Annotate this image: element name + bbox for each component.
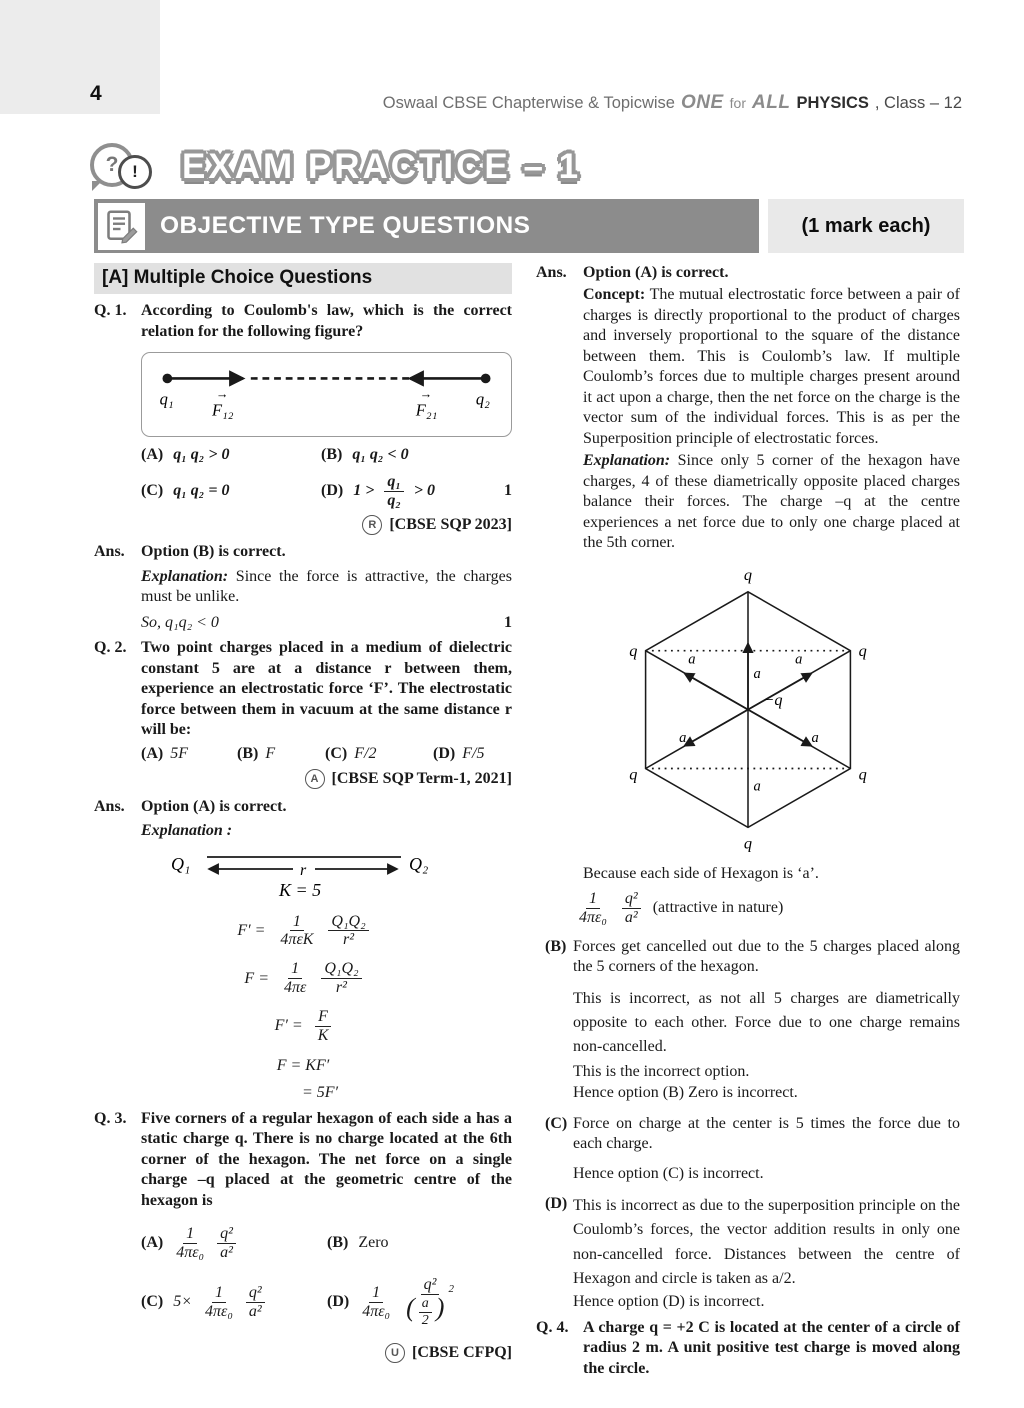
option-b: (B) Zero	[327, 1234, 389, 1252]
marks-badge: (1 mark each)	[768, 199, 964, 253]
question-1-label: Q. 1.	[94, 302, 127, 320]
corner-charge-label: q	[743, 564, 753, 584]
option-c-analysis: (C) Force on charge at the center is 5 times the force due to each charge. Hence option (C) is incorrect.	[545, 1114, 960, 1182]
equation-3: F′ = $\frac{F}{K}$	[94, 1008, 512, 1045]
mark-value: 1	[504, 482, 512, 500]
distance-r-label: r	[300, 861, 307, 879]
question-4-label: Q. 4.	[536, 1318, 569, 1336]
question-bubble-icon: ?	[90, 143, 134, 187]
page-body	[94, 263, 960, 1379]
question-2-options	[141, 744, 512, 764]
equation-5: = 5F′	[301, 1084, 339, 1102]
coulomb-force-figure	[141, 352, 512, 436]
corner-charge-label: q	[858, 640, 867, 660]
side-length-label: a	[795, 650, 803, 667]
corner-charge-label: q	[629, 763, 638, 783]
mark-value: 1	[504, 613, 512, 631]
side-length-label: a	[688, 650, 696, 667]
equation-1: F′ = $\frac{1}{\text{4πεK}}$ $\frac{\text{Q₁Q₂}}{\text{r²}}$	[94, 913, 512, 950]
question-1-text: According to Coulomb's law, which is the correct relation for the following figure?	[141, 302, 512, 340]
document-pencil-icon	[98, 203, 145, 250]
charge-Q2-label: Q₂	[409, 853, 429, 874]
two-charges-figure	[94, 846, 512, 902]
question-1	[94, 301, 512, 342]
question-3-options	[141, 1225, 512, 1328]
side-length-label: a	[753, 665, 761, 682]
option-c: (C) 5× $\frac{1}{\text{4πε₀}}$ $\frac{\text{q²}}{\text{a²}}$	[141, 1284, 327, 1321]
charge-q1-label: q₁	[159, 389, 174, 409]
fraction: $\frac{\text{q²}}{\text{a²}}$	[246, 1284, 265, 1321]
option-d: (D) F/5	[433, 744, 485, 762]
question-2-text: Two point charges placed in a medium of dielectric constant 5 are at a distance r between them, experience an electrostatic force ‘F’. The electrostatic force between them in vacuum at the same distance r will be:	[141, 639, 512, 739]
fraction: $\frac{\text{q²}}{\text{a²}}$	[217, 1225, 236, 1262]
option-a: (A) q₁ q₂ > 0	[141, 445, 230, 463]
hexagon-figure	[536, 560, 960, 861]
answer-1-explanation: Explanation: Since the force is attractive, the charges must be unlike.	[141, 567, 512, 606]
question-1-source	[94, 515, 512, 535]
fraction: $\frac{\text{Q₁Q₂}}{\text{r²}}$	[321, 960, 361, 997]
option-a: (A) 5F	[141, 744, 188, 762]
side-length-label: a	[811, 729, 819, 746]
force-f12-label: F₁₂	[211, 400, 234, 420]
question-4-text: A charge q = +2 C is located at the center of a circle of radius 2 m. A unit positive test charge is moved along the circle.	[583, 1318, 960, 1377]
charge-q2-label: q₂	[475, 389, 490, 409]
vector-arrow-icon: →	[215, 387, 229, 402]
option-d-analysis: (D) This is incorrect as due to the superposition principle on the Coulomb’s forces, the vector addition results in only one non-cancelled force. Distances between the centre of Hexagon and circle is taken as a/2. Hence option (D) is incorrect.	[545, 1195, 960, 1311]
question-3-text: Five corners of a regular hexagon of each side a has a static charge q. There is no charge located at the 6th corner of the hexagon. The net force on a single charge –q placed at the geometric centre of the hexagon is	[141, 1109, 512, 1209]
option-c: (C) F/2	[325, 744, 377, 762]
hexagon-note: Because each side of Hexagon is ‘a’.	[583, 864, 819, 882]
answer-3-concept: Concept: The mutual electrostatic force between a pair of charges is directly proportional to the product of charges and inversely proportional to the square of the distance between them. This is Coulomb’s law. If multiple Coulomb’s forces due to multiple charges present around it act upon a charge, then the net force on the charge is the vector sum of the individual forces. This is as per the Superposition principle of electrostatic forces.	[583, 286, 960, 447]
question-2-label: Q. 2.	[94, 639, 127, 657]
option-b-analysis: (B) Forces get cancelled out due to the 5 charges placed along the 5 corners of the hexagon. This is incorrect, as not all 5 charges are diametrically opposite to each other. Force due to one charge remains non-cancelled. This is the incorrect option. Hence option (B) Zero is incorrect.	[545, 937, 960, 1102]
book-header	[383, 92, 962, 114]
net-force-formula	[576, 890, 960, 927]
book-header-class: , Class – 12	[874, 94, 962, 112]
option-a: (A) $\frac{1}{\text{4πε₀}}$ $\frac{\text{q²}}{\text{a²}}$	[141, 1225, 327, 1262]
left-column	[94, 263, 512, 1379]
question-3-source	[94, 1343, 512, 1363]
fraction: $\frac{1}{4\pi\varepsilon}$	[284, 960, 307, 997]
answer-3: Ans. Option (A) is correct.	[536, 264, 729, 281]
answer-3-explanation: Explanation: Since only 5 corner of the hexagon have charges, 4 of these diametrically opposite placed charges balance their forces. The charge –q at the centre experiences a net force due to only one charge placed at the 5th corner.	[583, 452, 960, 552]
fraction: $\frac{1}{\text{4πε₀}}$	[362, 1283, 391, 1320]
corner-charge-label: q	[629, 640, 638, 660]
center-charge-label: −q	[763, 689, 783, 709]
source-text: [CBSE SQP Term-1, 2021]	[331, 770, 512, 788]
force-f21-label: F₂₁	[415, 400, 438, 420]
answer-1: Ans. Option (B) is correct.	[94, 543, 286, 561]
source-text: [CBSE CFPQ]	[412, 1343, 512, 1361]
book-header-pre: Oswaal CBSE Chapterwise & Topicwise	[382, 94, 675, 112]
book-header-all: ALL	[752, 92, 791, 113]
question-1-options	[141, 445, 512, 510]
book-header-one: ONE	[680, 92, 724, 113]
option-d: (D) 1 > $\frac{\text{q₁}}{\text{q₂}}$ > 0 1	[321, 473, 512, 510]
page-number-block	[0, 0, 160, 114]
question-4	[536, 1318, 960, 1379]
fraction: $\frac{\text{q²}}{\text{a²}}$	[622, 890, 641, 927]
answer-2: Ans. Option (A) is correct.	[94, 797, 287, 815]
subsection-header: [A] Multiple Choice Questions	[94, 263, 512, 294]
cognitive-tag-icon: U	[385, 1343, 405, 1363]
answer-2-explanation-label: Explanation :	[141, 822, 233, 840]
question-exclaim-icon	[90, 141, 152, 193]
question-3	[94, 1109, 512, 1211]
option-c: (C) q₁ q₂ = 0	[141, 482, 230, 500]
side-length-label: a	[679, 729, 687, 746]
banner-title: EXAM PRACTICE – 1	[182, 147, 582, 186]
page-number: 4	[90, 82, 102, 105]
book-header-subject: PHYSICS	[796, 94, 869, 112]
corner-charge-label: q	[743, 832, 753, 852]
book-header-for: for	[729, 95, 746, 111]
fraction: $\frac{1}{\text{4πε₀}}$	[205, 1283, 233, 1320]
source-text: [CBSE SQP 2023]	[389, 516, 512, 533]
corner-charge-label: q	[858, 763, 867, 783]
fraction: $\frac{F}{K}$	[315, 1008, 332, 1045]
equation-4: F = KF′	[276, 1057, 330, 1074]
cognitive-tag-icon: R	[362, 515, 382, 535]
fraction: $\frac{1}{\text{4πεK}}$	[280, 912, 314, 949]
fraction: $\frac{\text{q₁}}{\text{q₂}}$	[384, 473, 404, 510]
cognitive-tag-icon: A	[305, 769, 325, 789]
option-b: (B) q₁ q₂ < 0	[321, 445, 409, 463]
objective-section-bar	[94, 199, 964, 253]
fraction: $\frac{1}{\text{4πε₀}}$	[579, 890, 607, 926]
objective-bar-main	[94, 199, 759, 253]
fraction: $\frac{1}{\text{4πε₀}}$	[176, 1225, 205, 1262]
exclaim-bubble-icon: !	[118, 155, 152, 189]
formula-note: (attractive in nature)	[652, 899, 784, 917]
question-3-label: Q. 3.	[94, 1109, 127, 1127]
exam-practice-banner	[90, 138, 581, 196]
equation-2: F = $\frac{1}{4\pi\varepsilon}$ $\frac{\text{Q₁Q₂}}{\text{r²}}$	[94, 960, 512, 997]
objective-bar-title: OBJECTIVE TYPE QUESTIONS	[160, 212, 531, 239]
side-length-label: a	[753, 777, 761, 794]
fraction: q² ( $\frac{a}{2}$ ) $^2$	[406, 1276, 454, 1328]
right-column	[536, 263, 960, 1379]
option-b: (B) F	[237, 744, 276, 762]
fraction: $\frac{\text{Q₁Q₂}}{\text{r²}}$	[328, 913, 368, 950]
option-d: (D) $\frac{1}{\text{4πε₀}}$ q² ( $\frac{a}{2}$ ) $^2$	[327, 1276, 513, 1328]
question-2-source	[94, 769, 512, 789]
question-2	[94, 638, 512, 740]
charge-Q1-label: Q₁	[171, 853, 191, 874]
answer-1-result: So, q₁q₂ < 0 1	[141, 613, 512, 633]
dielectric-k-label: K = 5	[279, 879, 322, 900]
vector-arrow-icon: →	[419, 387, 433, 402]
